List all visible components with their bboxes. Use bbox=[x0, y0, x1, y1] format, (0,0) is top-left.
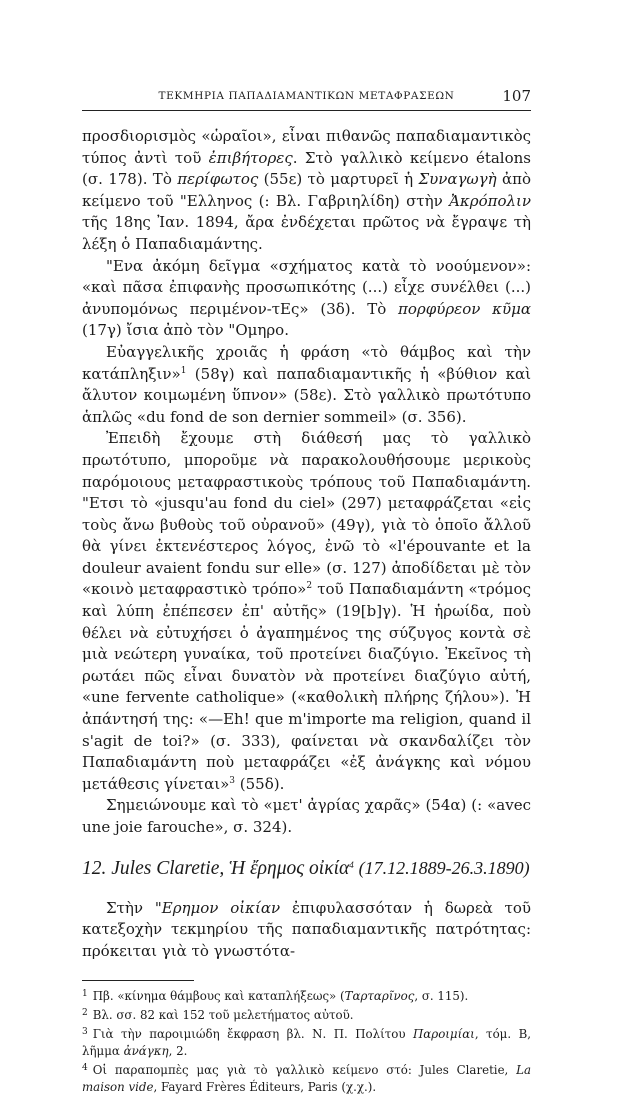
footnote bbox=[82, 1005, 531, 1024]
text-run: Σημειώνουμε καὶ τὸ «μετ' ἀγρίας χαρᾶς» (54α) (: «avec une joie farouche», σ. 324). bbox=[82, 796, 531, 836]
italic-text: ἐπιβήτορες bbox=[208, 148, 293, 167]
text-run: Οἱ παραπομπὲς μας γιὰ τὸ γαλλικὸ κείμενο στό: Jules Claretie, bbox=[92, 1063, 517, 1078]
text-run: τῆς 18ης Ἰαν. 1894, ἄρα ἐνδέχεται πρῶτος νὰ ἔγραψε τὴ λέξη ὁ Παπαδιαμάντης. bbox=[82, 213, 531, 253]
section-paragraph bbox=[82, 898, 531, 963]
text-run: , Fayard Frères Éditeurs, Paris (χ.χ.). bbox=[153, 1080, 377, 1095]
section-heading bbox=[82, 855, 531, 882]
footnote bbox=[82, 986, 531, 1005]
paragraph bbox=[82, 428, 531, 795]
paragraph bbox=[82, 126, 531, 256]
text-run: , 2. bbox=[168, 1044, 188, 1059]
text-run: . Στὸ γαλλικὸ κείμενο étalons (σ. 178). Τὸ bbox=[82, 148, 531, 189]
footnote-number: 2 bbox=[82, 1008, 88, 1019]
section-dates: (17.12.1889-26.3.1890) bbox=[358, 857, 530, 878]
text-run: ἐπιφυλασσόταν ἡ δωρεὰ τοῦ κατεξοχὴν τεκμηρίου τῆς παπαδιαμαντικῆς πατρότητας: πρόκειται γιὰ τὸ γνωστότα- bbox=[82, 898, 532, 960]
text-run: Πβ. «κίνημα θάμβους καὶ καταπλήξεως» ( bbox=[92, 989, 345, 1004]
footnotes bbox=[82, 986, 531, 1096]
text-run: προσδιορισμὸς «ὡραῖοι», εἶναι πιθανῶς παπαδιαμαντικὸς τύπος ἀντὶ τοῦ bbox=[82, 127, 531, 167]
italic-text: Ἀκρόπολιν bbox=[449, 191, 531, 210]
italic-text: Συναγωγὴ bbox=[418, 170, 497, 189]
text-run: Στὴν bbox=[106, 898, 155, 917]
italic-text: ἀνάγκη bbox=[123, 1044, 169, 1059]
footnote-number: 1 bbox=[82, 989, 88, 1000]
text-run: , σ. 115). bbox=[414, 989, 469, 1004]
running-title: ΤΕΚΜΗΡΙΑ ΠΑΠΑΔΙΑΜΑΝΤΙΚΩΝ ΜΕΤΑΦΡΑΣΕΩΝ bbox=[158, 90, 455, 102]
text-run: (17γ) ἴσια ἀπὸ τὸν "Ομηρο. bbox=[82, 321, 289, 340]
footnote bbox=[82, 1060, 531, 1096]
text-run: Ἐπειδὴ ἔχουμε στὴ διάθεσή μας τὸ γαλλικὸ πρωτότυπο, μποροῦμε νὰ παρακολουθήσουμε μερικοὺς παρόμοιους μεταφραστικοὺς τρόπους τοῦ Παπαδιαμάντη. "Ετσι τὸ «jusqu'au fond du ciel» (297) μεταφράζεται «εἰς τοὺς ἄνω βυθοὺς τοῦ οὐρανοῦ» (49γ), γιὰ τὸ ὁποῖο ἄλλοῦ θὰ γίνει ἐκτενέστερος λόγος, ἐνῶ τὸ «l'épouvante et la douleur avaient fondu sur elle» (σ. 127) ἀποδίδεται μὲ τὸν «κοινὸ μεταφραστικὸ τρόπο» bbox=[82, 429, 531, 599]
footnote-rule bbox=[82, 980, 194, 981]
text-run: Εὐαγγελικῆς χροιᾶς ἡ φράση «τὸ θάμβος καὶ τὴν κατάπληξιν» bbox=[82, 342, 531, 383]
text-run: Βλ. σσ. 82 καὶ 152 τοῦ μελετήματος αὐτοῦ. bbox=[92, 1008, 354, 1023]
text-run: ἀπὸ κείμενο τοῦ "Ελληνος (: Βλ. Γαβριηλίδη) στὴν bbox=[82, 170, 531, 210]
text-run: , τόμ. Β, λῆμμα bbox=[82, 1027, 531, 1059]
body-text bbox=[82, 126, 531, 1096]
italic-text: περίφωτος bbox=[177, 170, 259, 189]
section-number: 12. bbox=[82, 857, 107, 879]
italic-text: Ταρταρῖνος bbox=[344, 989, 415, 1004]
text-run: (55δ). bbox=[235, 774, 285, 793]
section-author: Jules Claretie, bbox=[111, 857, 225, 879]
text-run: "Ενα ἀκόμη δεῖγμα «σχήματος κατὰ τὸ νοούμενον»: «καὶ πᾶσα ἐπιφανὴς προσωπικότης (...) εἶχε συνέλθει (...) ἀνυπομόνως περιμένον-τΕς» (3δ). Τὸ bbox=[82, 256, 531, 318]
italic-text: πορφύρεον κῦμα bbox=[398, 299, 531, 318]
footnote-ref: 2 bbox=[306, 581, 313, 592]
page-number: 107 bbox=[502, 87, 531, 105]
text-run: τοῦ Παπαδιαμάντη «τρόμος καὶ λύπη ἐπέπεσεν ἐπ' αὐτῆς» (19[b]γ). Ἡ ἡρωίδα, ποὺ θέλει νὰ εὐτυχήσει ὁ ἀγαπημένος της σύζυγος κοντὰ σὲ μιὰ νεώτερη γυναίκα, τοῦ προτείνει διαζύγιο. Ἐκεῖνος τὴ ρωτάει πῶς εἶναι δυνατὸν νὰ προτείνει διαζύγιο αὐτή, «une fervente catholique» («καθολικὴ πλήρης ζήλου»). Ἡ ἀπάντησή της: «—Eh! que m'importe ma religion, quand il s'agit de toi?» (σ. 333), φαίνεται νὰ σκανδαλίζει τὸν Παπαδιαμάντη ποὺ μεταφράζει «ἐξ ἀνάγκης καὶ νόμου μετάθεσις γίνεται» bbox=[82, 580, 531, 793]
section-footnote-mark: 4 bbox=[349, 859, 354, 870]
italic-text: La maison vide bbox=[82, 1063, 531, 1095]
text-run: Γιὰ τὴν παροιμιώδη ἔκφραση βλ. Ν. Π. Πολίτου bbox=[92, 1027, 413, 1042]
footnote bbox=[82, 1024, 531, 1060]
section-paragraph-wrap bbox=[82, 898, 531, 963]
footnote-number: 3 bbox=[82, 1027, 88, 1038]
text-run: (58γ) καὶ παπαδιαμαντικῆς ἡ «βύθιον καὶ ἄλυτον κοιμωμένη ὕπνον» (58ε). Στὸ γαλλικὸ πρωτότυπο ἁπλῶς «du fond de son dernier sommeil» (σ. 356). bbox=[82, 364, 531, 426]
text-run: (55ε) τὸ μαρτυρεῖ ἡ bbox=[258, 170, 419, 189]
paragraph bbox=[82, 342, 531, 428]
italic-text: "Ερημον οἰκίαν bbox=[154, 898, 281, 917]
footnote-number: 4 bbox=[82, 1063, 88, 1074]
paragraph bbox=[82, 256, 531, 342]
running-head bbox=[82, 88, 531, 111]
paragraph-list bbox=[82, 126, 531, 839]
italic-text: Παροιμίαι bbox=[413, 1027, 475, 1042]
footnote-ref: 3 bbox=[229, 775, 235, 786]
paragraph bbox=[82, 795, 531, 838]
footnote-ref: 1 bbox=[180, 365, 187, 376]
section-title: Ἡ ἔρημος οἰκία bbox=[229, 857, 350, 879]
